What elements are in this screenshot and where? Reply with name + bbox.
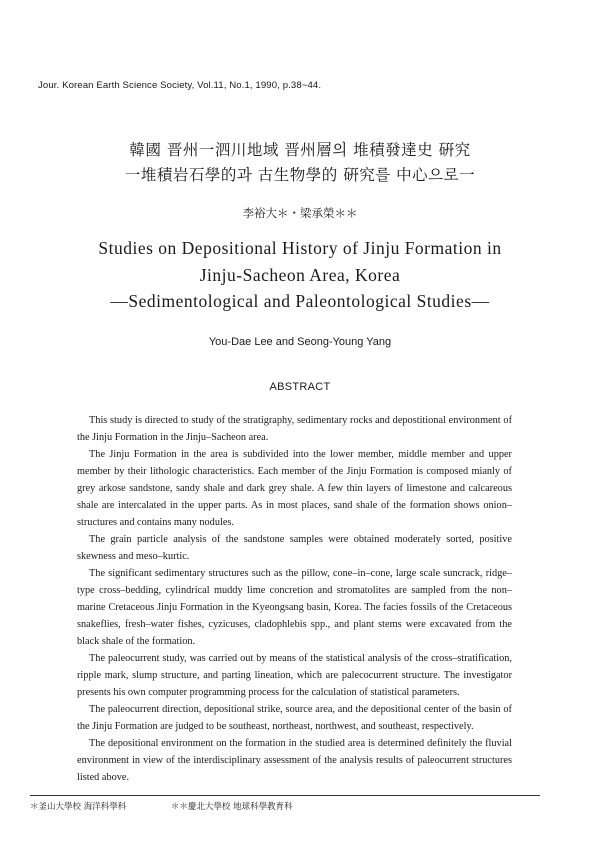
english-title-line-3: —Sedimentological and Paleontological Studies— xyxy=(110,291,490,311)
english-title-line-1: Studies on Depositional History of Jinju Formation in xyxy=(98,238,502,258)
english-authors: You-Dae Lee and Seong-Young Yang xyxy=(208,336,392,348)
abstract-heading: ABSTRACT xyxy=(269,381,331,393)
abstract-paragraph: The significant sedimentary structures such as the pillow, cone–in–cone, large scale suncrack, ridge–type cross–bedding, cylindrical muddy lime concretion and stromatolites are sampled from the non–marine Cretaceous Jinju Formation in the Kyeongsang basin, Korea. The facies fossils of the Cretaceous snakeflies, fresh–water fishes, cyzicuses, cladophlebis spp., and plant stems were excavated from the black shale of the formation. xyxy=(77,568,512,647)
journal-citation: Jour. Korean Earth Science Society, Vol.11, No.1, 1990, p.38~44. xyxy=(38,80,322,91)
abstract-paragraph: This study is directed to study of the stratigraphy, sedimentary rocks and depostitional environment of the Jinju Formation in the Jinju–Sacheon area. xyxy=(77,415,512,443)
footnote-divider xyxy=(30,795,540,796)
footnotes xyxy=(30,800,293,812)
english-title-line-2: Jinju-Sacheon Area, Korea xyxy=(199,265,401,285)
abstract-paragraph: The paleocurrent study, was carried out by means of the statistical analysis of the cross–stratification, ripple mark, slump structure, and parting lineation, which are palecocurrent structure. The investigator presents his own computer programming process for the calculation of statistical parameters. xyxy=(77,653,512,698)
abstract-body xyxy=(77,412,512,786)
abstract-paragraph: The Jinju Formation in the area is subdivided into the lower member, middle member and upper member by their lithologic characteristics. Each member of the Jinju Formation is composed mianly of grey arkose sandstone, sandy shale and dark grey shale. A few thin layers of limestone and calcareous shale are intercalated in the upper parts. As in most places, sand shale of the formation shows onion–structures and contains many nodules. xyxy=(77,449,512,528)
footnote-affiliation-2: ＊＊慶北大學校 地球科學教育科 xyxy=(170,802,293,812)
abstract-paragraph: The grain particle analysis of the sandstone samples were obtained moderately sorted, positive skewness and meso–kurtic. xyxy=(77,534,512,562)
korean-title-line-2: 一堆積岩石學的과 古生物學的 硏究를 中心으로一 xyxy=(124,166,476,184)
abstract-paragraph: The depositional environment on the formation in the studied area is determined definitely the fluvial environment in view of the interdisciplinary assessment of the analysis results of paleocurrent structures listed above. xyxy=(77,738,512,783)
footnote-affiliation-1: ＊釜山大學校 海洋科學科 xyxy=(30,802,127,812)
korean-authors: 李裕大＊・梁承榮＊＊ xyxy=(242,206,358,220)
korean-title-line-1: 韓國 晋州一泗川地域 晋州層의 堆積發達史 硏究 xyxy=(129,141,471,159)
abstract-paragraph: The paleocurrent direction, depositional strike, source area, and the depositional center of the basin of the Jinju Formation are judged to be southeast, northeast, northwest, and southeast, respectively. xyxy=(77,704,512,732)
